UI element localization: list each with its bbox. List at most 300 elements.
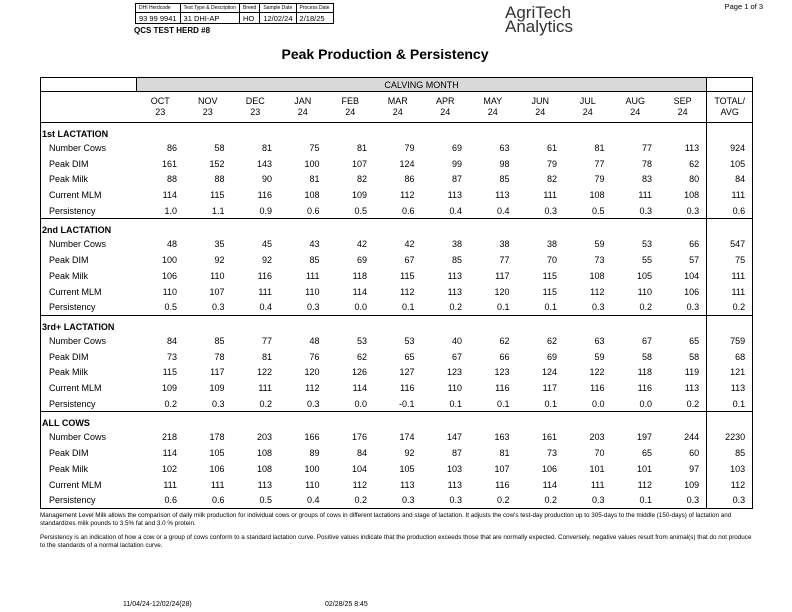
month-year: 24 (345, 107, 356, 118)
table-cell: 101 (589, 463, 605, 474)
herd-name: QCS TEST HERD #8 (134, 26, 211, 35)
table-cell: 111 (258, 286, 272, 297)
table-cell: 65 (689, 335, 700, 346)
row-label: Current MLM (49, 190, 102, 201)
total-cell: 68 (707, 349, 753, 365)
table-cell: 0.3 (517, 203, 565, 219)
breed-value: HO (239, 13, 259, 24)
total-cell: 103 (707, 461, 753, 477)
table-cell: 0.5 (564, 203, 612, 219)
total-cell: 547 (707, 236, 753, 252)
table-cell: 203 (256, 432, 272, 443)
month-name: OCT (150, 96, 170, 107)
table-cell: 104 (684, 270, 700, 281)
table-cell: 86 (166, 142, 177, 153)
table-cell: 119 (684, 367, 700, 378)
table-cell: 35 (214, 239, 225, 250)
month-year: 24 (677, 107, 688, 118)
table-cell: 116 (495, 479, 510, 490)
table-cell: 55 (641, 255, 652, 266)
total-header-spacer (707, 78, 753, 92)
table-cell: 0.6 (164, 495, 177, 506)
table-cell: 106 (209, 463, 225, 474)
table-cell: 82 (546, 174, 557, 185)
table-cell: 70 (594, 448, 605, 459)
table-cell: 0.3 (686, 495, 700, 506)
row-label: Number Cows (49, 432, 107, 443)
table-cell: 114 (352, 383, 367, 394)
table-cell: 81 (261, 351, 272, 362)
table-cell: 79 (546, 158, 557, 169)
table-cell: 40 (451, 335, 462, 346)
table-cell: 105 (636, 270, 652, 281)
table-cell: 115 (542, 286, 557, 297)
table-cell: 45 (261, 239, 272, 250)
total-cell: 121 (707, 364, 753, 380)
row-label: Peak Milk (49, 463, 89, 474)
table-cell: 85 (309, 255, 320, 266)
herdcode-value: 93 99 9941 (136, 13, 181, 24)
table-row (41, 396, 753, 412)
table-cell: 0.4 (469, 203, 517, 219)
table-cell: 117 (210, 367, 225, 378)
table-cell: 92 (214, 255, 225, 266)
table-cell: 69 (546, 351, 557, 362)
table-cell: 107 (494, 463, 510, 474)
table-cell: 0.3 (449, 495, 462, 506)
table-cell: 1.0 (137, 203, 185, 219)
total-avg-header (707, 92, 753, 123)
table-cell: 81 (309, 174, 320, 185)
section-total-spacer (707, 315, 753, 332)
row-label: Peak Milk (49, 367, 89, 378)
month-name: JAN (294, 96, 312, 107)
table-cell: 109 (351, 190, 367, 201)
section-header-row (41, 219, 753, 236)
month-header (137, 92, 185, 123)
table-cell: 87 (451, 448, 462, 459)
table-cell: 123 (494, 367, 510, 378)
table-cell: 77 (499, 255, 510, 266)
table-cell: 106 (161, 270, 177, 281)
table-cell: 105 (209, 448, 225, 459)
footer-printed: 02/28/25 8:45 (325, 601, 368, 608)
row-label: Peak DIM (49, 255, 89, 266)
table-cell: 127 (399, 367, 415, 378)
month-year: 23 (155, 107, 166, 118)
mlm-note: Management Level Milk allows the comparison of daily milk production for individual cows or groups of cows in different lactations and stage of lactation. It adjusts the cow's test-day production up to 305-days to the middle (150-days) of lactation and standardizes milk pounds to 3.5% fat and 3.0 % protein. (40, 512, 732, 527)
row-label: Current MLM (49, 286, 102, 297)
table-cell: 58 (214, 142, 225, 153)
table-cell: 0.0 (327, 300, 375, 316)
table-cell: 0.0 (327, 396, 375, 412)
table-cell: 89 (309, 448, 320, 459)
table-cell: 120 (304, 367, 320, 378)
table-cell: 38 (499, 239, 510, 250)
row-label: Number Cows (49, 142, 107, 153)
table-row (41, 236, 753, 252)
month-name: APR (435, 96, 455, 107)
month-header (659, 92, 707, 123)
table-cell: 0.5 (137, 300, 185, 316)
table-cell: 100 (161, 255, 177, 266)
table-cell: 67 (451, 351, 462, 362)
table-cell: 114 (162, 448, 177, 459)
table-cell: 108 (256, 463, 272, 474)
table-cell: 0.3 (659, 203, 707, 219)
table-cell: 126 (351, 367, 367, 378)
table-cell: 115 (210, 190, 225, 201)
total-cell: 0.2 (707, 300, 753, 316)
table-cell: 106 (541, 463, 557, 474)
table-cell: 67 (641, 335, 652, 346)
table-cell: 85 (499, 174, 510, 185)
section-header-row (41, 315, 753, 332)
table-cell: 66 (499, 351, 510, 362)
month-year: 24 (487, 107, 498, 118)
table-cell: 79 (594, 174, 605, 185)
table-cell: 0.2 (612, 300, 660, 316)
section-header-row (41, 412, 753, 429)
table-cell: 106 (684, 286, 700, 297)
table-cell: 62 (546, 335, 557, 346)
table-row (41, 445, 753, 461)
table-cell: 75 (309, 142, 320, 153)
total-cell: 105 (707, 156, 753, 172)
section-header-row (41, 122, 753, 139)
month-header (564, 92, 612, 123)
table-cell: 62 (356, 351, 367, 362)
table-cell: 116 (637, 383, 652, 394)
table-cell: 58 (689, 351, 700, 362)
table-cell: 86 (404, 174, 415, 185)
table-cell: 92 (261, 255, 272, 266)
month-name: DEC (245, 96, 265, 107)
table-cell: 69 (451, 142, 462, 153)
table-cell: 166 (304, 432, 320, 443)
table-cell: 111 (638, 190, 652, 201)
table-cell: 0.2 (544, 495, 557, 506)
table-cell: 0.1 (517, 396, 565, 412)
table-cell: 53 (404, 335, 415, 346)
table-cell: 102 (161, 463, 177, 474)
table-cell: 81 (356, 142, 367, 153)
table-cell: 0.3 (659, 300, 707, 316)
table-cell: 116 (400, 383, 415, 394)
table-cell: 61 (546, 142, 557, 153)
table-cell: 59 (594, 351, 605, 362)
table-cell: 0.1 (469, 300, 517, 316)
month-year: 24 (440, 107, 451, 118)
table-cell: 109 (209, 383, 225, 394)
section-total-spacer (707, 219, 753, 236)
month-name: JUN (531, 96, 549, 107)
table-cell: 107 (351, 158, 367, 169)
table-cell: 113 (257, 479, 272, 490)
table-cell: 67 (404, 255, 415, 266)
month-header (279, 92, 327, 123)
table-cell: 63 (499, 142, 510, 153)
table-cell: 113 (684, 383, 700, 394)
row-label: Peak Milk (49, 270, 89, 281)
table-cell: 110 (305, 286, 320, 297)
logo-line-2: Analytics (505, 17, 574, 36)
process-date-value: 2/18/25 (296, 13, 333, 24)
table-cell: 0.9 (232, 203, 280, 219)
table-cell: 101 (636, 463, 652, 474)
total-cell: 112 (707, 477, 753, 493)
total-cell: 84 (707, 171, 753, 187)
table-cell: 113 (447, 270, 462, 281)
table-cell: 111 (543, 190, 557, 201)
table-cell: 111 (590, 479, 605, 490)
month-year: 24 (535, 107, 546, 118)
table-cell: 112 (637, 479, 652, 490)
table-cell: 109 (684, 479, 700, 490)
table-cell: 161 (541, 432, 557, 443)
month-header (327, 92, 375, 123)
table-cell: 0.2 (354, 495, 367, 506)
table-cell: 120 (494, 286, 510, 297)
table-cell: 116 (257, 190, 272, 201)
table-cell: 110 (210, 270, 225, 281)
table-cell: 60 (689, 448, 700, 459)
table-cell: 197 (636, 432, 652, 443)
month-header (184, 92, 232, 123)
label-header-cell (41, 92, 137, 123)
table-row (41, 284, 753, 300)
table-cell: 88 (166, 174, 177, 185)
total-cell: 75 (707, 252, 753, 268)
table-cell: 108 (256, 448, 272, 459)
table-cell: 110 (637, 286, 652, 297)
table-row (41, 171, 753, 187)
table-cell: 108 (304, 190, 320, 201)
table-cell: 73 (166, 351, 177, 362)
table-cell: 103 (446, 463, 462, 474)
table-cell: 81 (499, 448, 510, 459)
table-cell: 115 (162, 367, 177, 378)
table-cell: 122 (589, 367, 605, 378)
section-title: 2nd LACTATION (42, 225, 112, 236)
total-cell: 2230 (707, 429, 753, 445)
month-name: AUG (625, 96, 645, 107)
row-label: Persistency (49, 495, 96, 506)
table-cell: 0.2 (496, 495, 510, 506)
table-row (41, 268, 753, 284)
avg-label: AVG (720, 107, 739, 118)
table-cell: 84 (166, 335, 177, 346)
row-label: Persistency (41, 203, 137, 219)
table-row (41, 156, 753, 172)
month-year: 24 (297, 107, 308, 118)
table-cell: 0.6 (374, 203, 422, 219)
row-label: Persistency (41, 396, 137, 412)
table-cell: 85 (214, 335, 225, 346)
breed-label: Breed (239, 4, 259, 13)
month-name: NOV (197, 96, 218, 107)
row-label: Current MLM (49, 479, 102, 490)
table-cell: 0.4 (306, 495, 320, 506)
calving-header-row (41, 78, 753, 92)
table-cell: 112 (400, 190, 415, 201)
table-row (41, 364, 753, 380)
table-cell: 77 (594, 158, 605, 169)
table-cell: 0.6 (211, 495, 225, 506)
table-cell: 111 (210, 479, 225, 490)
test-type-value: 31 DHI-AP (180, 13, 239, 24)
table-cell: 0.2 (232, 396, 280, 412)
table-row (41, 140, 753, 156)
total-cell: 0.6 (707, 203, 753, 219)
table-cell: 113 (400, 479, 415, 490)
table-cell: 176 (351, 432, 367, 443)
table-cell: 108 (684, 190, 700, 201)
row-label: Peak Milk (49, 174, 89, 185)
table-cell: 203 (589, 432, 605, 443)
table-cell: 57 (689, 255, 700, 266)
table-cell: 88 (214, 174, 225, 185)
table-cell: 114 (542, 479, 557, 490)
table-cell: 38 (546, 239, 557, 250)
corner-cell (41, 78, 137, 92)
table-cell: 0.1 (374, 300, 422, 316)
table-cell: 38 (451, 239, 462, 250)
table-cell: 77 (641, 142, 652, 153)
table-cell: 90 (261, 174, 272, 185)
table-cell: 0.3 (401, 495, 415, 506)
table-cell: 115 (400, 270, 415, 281)
month-name: FEB (341, 96, 359, 107)
table-cell: 83 (641, 174, 652, 185)
row-label: Number Cows (49, 335, 107, 346)
total-label: TOTAL/ (714, 96, 745, 107)
process-date-label: Process Date (296, 4, 333, 13)
table-row (41, 493, 753, 509)
table-cell: 163 (494, 432, 510, 443)
total-cell: 0.3 (707, 493, 753, 509)
table-cell: 110 (447, 383, 462, 394)
table-cell: 152 (209, 158, 225, 169)
table-cell: 99 (451, 158, 462, 169)
table-cell: 0.5 (327, 203, 375, 219)
month-header (422, 92, 470, 123)
table-cell: 113 (447, 190, 462, 201)
row-label: Peak DIM (49, 448, 89, 459)
row-label: Number Cows (49, 239, 107, 250)
footer-date-range: 11/04/24-12/02/24(28) (123, 601, 192, 608)
herdcode-label: DHI Herdcode (136, 4, 181, 13)
table-cell: 53 (641, 239, 652, 250)
month-name: SEP (673, 96, 692, 107)
table-cell: 178 (209, 432, 225, 443)
table-cell: 98 (499, 158, 510, 169)
month-header (612, 92, 660, 123)
table-cell: 48 (309, 335, 320, 346)
total-cell: 0.1 (707, 396, 753, 412)
section-title: 3rd+ LACTATION (42, 321, 115, 332)
table-cell: 0.3 (184, 300, 232, 316)
table-cell: 81 (594, 142, 605, 153)
table-cell: 77 (261, 335, 272, 346)
section-title: ALL COWS (42, 418, 90, 429)
logo-line-1: AgriTech (505, 3, 572, 22)
table-cell: 0.2 (137, 396, 185, 412)
table-cell: 112 (400, 286, 415, 297)
page-title: Peak Production & Persistency (281, 46, 489, 62)
table-cell: 82 (356, 174, 367, 185)
table-cell: 85 (451, 255, 462, 266)
table-cell: 0.1 (469, 396, 517, 412)
month-name: JUL (579, 96, 596, 107)
table-cell: 107 (209, 286, 225, 297)
table-cell: 79 (404, 142, 415, 153)
table-cell: 108 (589, 270, 605, 281)
table-cell: 0.3 (279, 300, 327, 316)
table-cell: 124 (399, 158, 415, 169)
total-cell: 924 (707, 140, 753, 156)
table-cell: 92 (404, 448, 415, 459)
table-cell: 65 (404, 351, 415, 362)
table-cell: 78 (641, 158, 652, 169)
month-header-row (41, 92, 753, 123)
table-cell: 84 (356, 448, 367, 459)
table-cell: 59 (594, 239, 605, 250)
table-cell: 111 (163, 479, 177, 490)
table-cell: 117 (495, 270, 510, 281)
total-cell: 759 (707, 333, 753, 349)
table-cell: 87 (451, 174, 462, 185)
table-row (41, 461, 753, 477)
table-cell: 115 (542, 270, 557, 281)
total-cell: 113 (707, 380, 753, 396)
table-cell: 0.4 (232, 300, 280, 316)
table-cell: 0.1 (639, 495, 652, 506)
table-row (41, 252, 753, 268)
table-cell: 80 (689, 174, 700, 185)
table-cell: 69 (356, 255, 367, 266)
table-cell: 48 (166, 239, 177, 250)
table-cell: 116 (257, 270, 272, 281)
section-total-spacer (707, 412, 753, 429)
table-cell: 0.6 (279, 203, 327, 219)
table-row (41, 429, 753, 445)
persistency-note: Persistency is an indication of how a cow or a group of cows conform to a standard lactation curve. Positive values indicate that the production exceeds those that are normally expected. Conversely, negative values result from animal(s) that do not produce to the standards of a normal lactation curve. (40, 534, 752, 549)
month-header (517, 92, 565, 123)
table-cell: 117 (542, 383, 557, 394)
table-cell: 0.0 (564, 396, 612, 412)
table-cell: 0.1 (422, 396, 470, 412)
table-cell: 0.3 (279, 396, 327, 412)
table-cell: 161 (161, 158, 177, 169)
table-cell: 244 (684, 432, 700, 443)
month-year: 24 (582, 107, 593, 118)
table-cell: 143 (256, 158, 272, 169)
month-year: 23 (250, 107, 261, 118)
table-row (41, 380, 753, 396)
test-type-label: Test Type & Description (180, 4, 239, 13)
table-row (41, 477, 753, 493)
table-cell: 123 (446, 367, 462, 378)
month-year: 23 (202, 107, 213, 118)
table-cell: 0.2 (422, 300, 470, 316)
table-cell: 111 (258, 383, 272, 394)
table-cell: 100 (304, 158, 320, 169)
table-cell: 63 (594, 335, 605, 346)
table-cell: 58 (641, 351, 652, 362)
agritech-logo (505, 3, 574, 36)
table-cell: 112 (352, 479, 367, 490)
